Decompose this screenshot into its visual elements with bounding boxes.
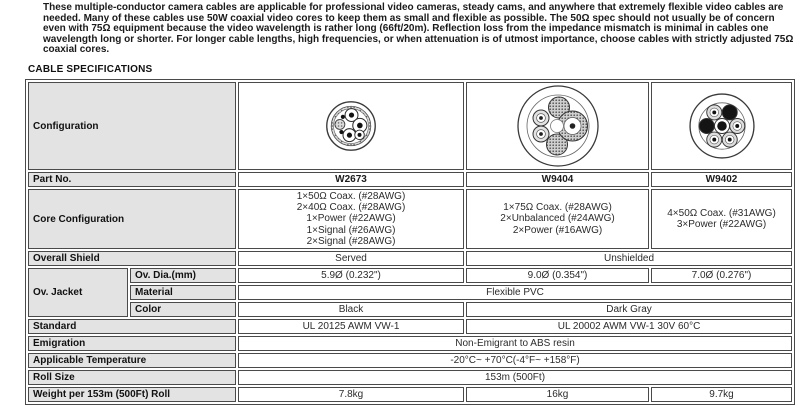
table-row-standard [28,319,792,334]
row-label-part-no: Part No. [28,172,236,187]
configuration-cell-w2673 [238,82,464,170]
part-no-w2673: W2673 [238,172,464,187]
section-title: CABLE SPECIFICATIONS [28,64,153,75]
core-line: 1×50Ω Coax. (#28AWG) [296,191,406,202]
row-label-configuration: Configuration [28,82,236,170]
table-row-core-configuration [28,189,792,249]
core-line: 1×75Ω Coax. (#28AWG) [503,202,612,214]
overall-shield-w9404-w9402: Unshielded [466,251,792,266]
core-line: 1×Power (#22AWG) [306,213,396,225]
row-label-overall-shield: Overall Shield [28,251,236,266]
configuration-cell-w9402 [651,82,792,170]
table-row-part-no [28,172,792,187]
table-row-emigration [28,336,792,351]
cable-cross-section-w9404-icon [516,84,600,168]
table-row-applicable-temperature [28,353,792,368]
standard-w9404-w9402: UL 20002 AWM VW-1 30V 60°C [466,319,792,334]
color-w2673: Black [238,302,464,317]
configuration-cell-w9404 [466,82,649,170]
core-configuration-w9402 [651,189,792,249]
ov-dia-w2673: 5.9Ø (0.232") [238,268,464,283]
core-line: 2×Signal (#28AWG) [306,235,396,247]
table-row-configuration [28,82,792,170]
core-line: 3×Power (#22AWG) [676,219,767,230]
core-line: 2×Power (#16AWG) [512,224,603,236]
emigration-value: Non-Emigrant to ABS resin [238,336,792,351]
cable-cross-section-w9402-icon [688,92,756,160]
ov-dia-w9404: 9.0Ø (0.354") [466,268,649,283]
table-row-color [28,302,792,317]
cable-cross-section-w2673-icon [325,100,377,152]
intro-paragraph: These multiple-conductor camera cables are applicable for professional video cameras, steady cams, and anywhere that extremely flexible video cables are needed. Many of these cables use 50W coaxial video cores to keep them as small and flexible as possible. The 50Ω spec should not usually be of concern even with 75Ω equipment because the video wavelength is rather long (66ft/20m). Reflection loss from the impedance mismatch is minimal in cables one wavelength long or shorter. For longer cable lengths, high frequencies, or when attenuation is of utmost importance, choose cables with strictly adjusted 75Ω coaxial cores. [43,2,794,56]
applicable-temperature-value: -20°C~ +70°C(-4°F~ +158°F) [238,353,792,368]
material-value: Flexible PVC [238,285,792,300]
part-no-w9404: W9404 [466,172,649,187]
row-label-color: Color [130,302,236,317]
table-row-material [28,285,792,300]
weight-w2673: 7.8kg [238,387,464,402]
table-row-roll-size [28,370,792,385]
core-line: 4×50Ω Coax. (#31AWG) [667,207,776,219]
part-no-w9402: W9402 [651,172,792,187]
roll-size-value: 153m (500Ft) [238,370,792,385]
table-row-ov-dia [28,268,792,283]
core-configuration-w2673 [238,189,464,249]
table-row-overall-shield [28,251,792,266]
weight-w9402: 9.7kg [651,387,792,402]
ov-dia-w9402: 7.0Ø (0.276") [651,268,792,283]
core-line: 1×Signal (#26AWG) [306,224,396,236]
row-label-ov-jacket: Ov. Jacket [28,268,128,317]
weight-w9404: 16kg [466,387,649,402]
core-configuration-w9404 [466,189,649,249]
row-label-weight: Weight per 153m (500Ft) Roll [28,387,236,402]
row-label-roll-size: Roll Size [28,370,236,385]
cable-specifications-table [25,79,795,405]
table-row-weight [28,387,792,402]
row-label-emigration: Emigration [28,336,236,351]
core-line: 2×40Ω Coax. (#28AWG) [296,202,406,214]
core-line: 2×Unbalanced (#24AWG) [500,213,615,225]
color-w9404-w9402: Dark Gray [466,302,792,317]
overall-shield-w2673: Served [238,251,464,266]
row-label-ov-dia: Ov. Dia.(mm) [130,268,236,283]
row-label-core-configuration: Core Configuration [28,189,236,249]
row-label-standard: Standard [28,319,236,334]
row-label-applicable-temperature: Applicable Temperature [28,353,236,368]
standard-w2673: UL 20125 AWM VW-1 [238,319,464,334]
row-label-material: Material [130,285,236,300]
